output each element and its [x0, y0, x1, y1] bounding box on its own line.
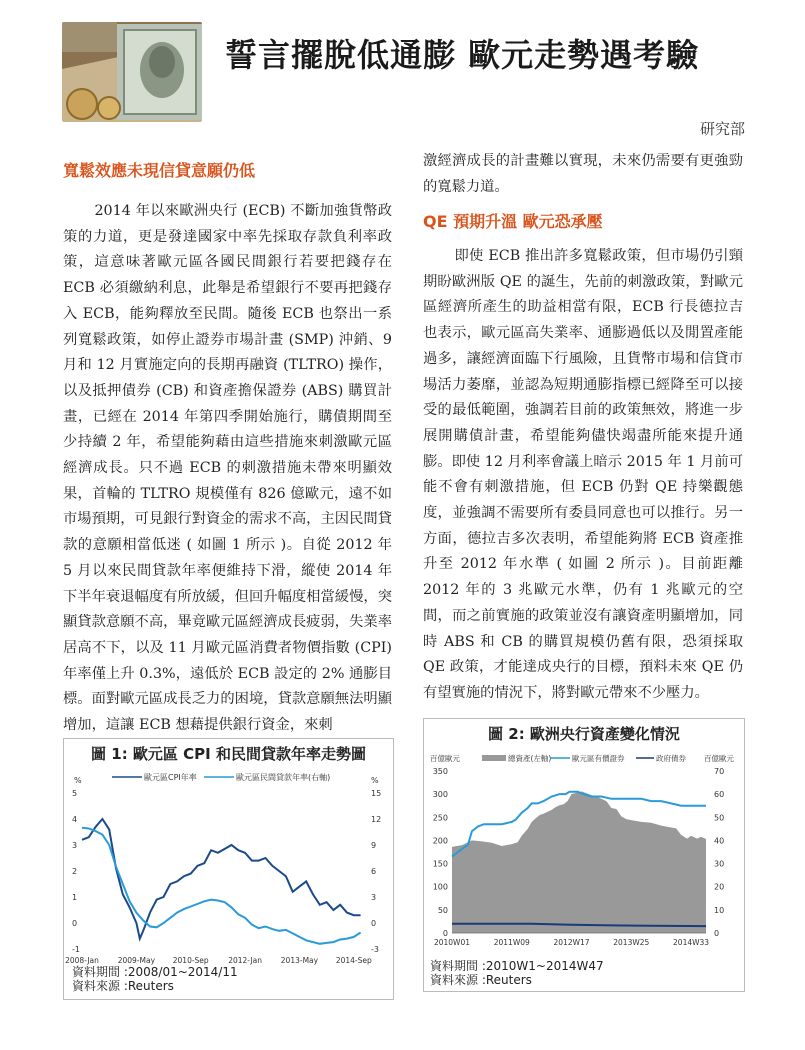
legend-label-total-assets: 總資產(左軸) [508, 754, 552, 763]
y-right-tick: 6 [371, 867, 377, 876]
y-right-tick: 60 [714, 790, 725, 800]
y-right-tick: 9 [371, 841, 377, 850]
y-left-unit: % [74, 776, 82, 785]
legend-swatch-total-assets [482, 755, 506, 761]
y-left-tick: 1 [72, 893, 78, 902]
y-right-tick: 10 [714, 905, 725, 915]
y-left-tick: 300 [432, 790, 448, 800]
y-left-tick: 4 [72, 815, 78, 824]
right-column-text [423, 244, 743, 707]
figure-2-title: 圖 2: 歐洲央行資產變化情況 [488, 725, 680, 743]
x-tick: 2009-May [117, 956, 156, 965]
figure-2-source: 資料來源 :Reuters [430, 973, 532, 987]
right-paragraph: 即使 ECB 推出許多寬鬆政策，但市場仍引頸期盼歐洲版 QE 的誕生，先前的刺激政策，對歐元區經濟所產生的助益相當有限，ECB 行長德拉吉也表示，歐元區高失業率、通膨過低以及閒置產能過多，讓經濟面臨下行風險，且貨幣市場和信貸市場活力萎靡，並認為短期通膨指標已經降至可以接受的最低範圍，強調若目前的政策無效，將進一步展開購債計畫，希望能夠儘快竭盡所能來提升通膨。即使 12 月利率會議上暗示 2015 年 1 月前可能不會有刺激措施，但 ECB 仍對 QE 持樂觀態度，並強調不需要所有委員同意也可以推行。另一方面，德拉吉多次表明，希望能夠將 ECB 資產推升至 2012 年水準 ( 如圖 2 所示 )。目前距離 2012 年的 3 兆歐元水準，仍有 1 兆歐元的空間，而之前實施的政策並沒有讓資產明顯增加，同時 ABS 和 CB 的購買規模仍舊有限，恐須採取 QE 政策，才能達成央行的目標，預料未來 QE 仍有望實施的情況下，將對歐元帶來不少壓力。 [423, 248, 743, 701]
x-tick: 2012-Jan [228, 956, 262, 965]
figure-1-chart [64, 769, 393, 969]
left-column-text [63, 199, 392, 739]
series-area-total-assets [452, 791, 706, 933]
figure-1 [63, 738, 394, 1000]
department-label: 研究部 [699, 120, 745, 138]
y-left-tick: 250 [432, 813, 448, 823]
x-tick: 2008-Jan [65, 956, 99, 965]
y-left-tick: 2 [72, 867, 78, 876]
page-title: 誓言擺脫低通膨 歐元走勢遇考驗 [225, 36, 700, 74]
y-right-tick: 40 [714, 836, 725, 846]
y-right-unit: 百億歐元 [704, 754, 734, 763]
section-heading-qe: QE 預期升溫 歐元恐承壓 [423, 212, 603, 231]
x-tick: 2014W33 [673, 938, 710, 947]
y-right-tick: 0 [371, 919, 377, 928]
legend-label-securities: 歐元區有價證券 [572, 754, 625, 763]
x-tick: 2010-Sep [172, 956, 209, 965]
x-tick: 2011W09 [493, 938, 530, 947]
y-left-tick: -1 [72, 945, 80, 954]
y-left-tick: 0 [442, 929, 448, 938]
legend-label-cpi: 歐元區CPI年率 [144, 773, 197, 782]
series-line-cpi [82, 819, 361, 939]
y-left-tick: 5 [72, 789, 78, 798]
y-right-tick: 50 [714, 813, 725, 823]
y-right-tick: 0 [714, 929, 720, 938]
y-left-tick: 3 [72, 841, 78, 850]
y-left-tick: 100 [432, 882, 448, 892]
y-right-unit: % [371, 776, 379, 785]
x-tick: 2013-May [280, 956, 319, 965]
header-money-image [62, 22, 202, 122]
x-tick: 2012W17 [553, 938, 590, 947]
right-column-continuation [423, 149, 743, 200]
section-heading-credit: 寬鬆效應未現信貸意願仍低 [63, 161, 256, 180]
y-left-tick: 150 [432, 859, 448, 869]
figure-1-title: 圖 1: 歐元區 CPI 和民間貸款年率走勢圖 [91, 745, 366, 763]
legend-label-loans: 歐元區民間貸款年率(右軸) [236, 773, 331, 782]
right-continuation-paragraph: 激經濟成長的計畫難以實現，未來仍需要有更強勁的寬鬆力道。 [423, 153, 743, 195]
y-left-tick: 50 [437, 905, 448, 915]
y-right-tick: 30 [714, 859, 725, 869]
y-right-tick: -3 [371, 945, 379, 954]
y-left-tick: 350 [432, 767, 448, 776]
y-right-tick: 20 [714, 882, 725, 892]
x-tick: 2013W25 [613, 938, 650, 947]
figure-1-source: 資料來源 :Reuters [72, 979, 174, 993]
y-right-tick: 12 [371, 815, 382, 824]
left-paragraph: 2014 年以來歐洲央行 (ECB) 不斷加強貨幣政策的力道，更是發達國家中率先採取存款負利率政策，這意味著歐元區各國民間銀行若要把錢存在 ECB 必須繳納利息，此舉是希望銀行不要再把錢存入 ECB，能夠釋放至民間。隨後 ECB 也祭出一系列寬鬆政策，如停止證券市場計畫 (SMP) 沖銷、9 月和 12 月實施定向的長期再融資 (TLTRO) 操作，以及抵押債券 (CB) 和資產擔保證券 (ABS) 購買計畫，已經在 2014 年第四季開始施行，購債期間至少持續 2 年，希望能夠藉由這些措施來刺激歐元區經濟成長。只不過 ECB 的刺激措施未帶來明顯效果，首輪的 TLTRO 規模僅有 826 億歐元，遠不如市場預期，可見銀行對資金的需求不高，主因民間貸款的意願相當低迷 ( 如圖 1 所示 )。自從 2012 年 5 月以來民間貸款年率便維持下滑，縱使 2014 年下半年衰退幅度有所放緩，但回升幅度相當緩慢，突顯貸款意願不高，畢竟歐元區經濟成長疲弱，失業率居高不下，以及 11 月歐元區消費者物價指數 (CPI) 年率僅上升 0.3%，遠低於 ECB 設定的 2% 通膨目標。面對歐元區成長乏力的困境，貸款意願無法明顯增加，這讓 ECB 想藉提供銀行資金，來刺 [63, 203, 392, 734]
y-right-tick: 15 [371, 789, 382, 798]
figure-2-period: 資料期間 :2010W1~2014W47 [430, 959, 604, 973]
y-left-tick: 0 [72, 919, 78, 928]
figure-2-chart [424, 747, 744, 957]
series-line-loans [82, 828, 361, 944]
y-right-tick: 70 [714, 767, 725, 776]
figure-1-period: 資料期間 :2008/01~2014/11 [72, 965, 238, 979]
figure-2 [423, 718, 745, 992]
y-left-unit: 百億歐元 [430, 754, 460, 763]
x-tick: 2010W01 [433, 938, 471, 947]
x-tick: 2014-Sep [335, 956, 372, 965]
legend-label-govt-bonds: 政府債券 [656, 754, 686, 763]
y-right-tick: 3 [371, 893, 377, 902]
y-left-tick: 200 [432, 836, 448, 846]
